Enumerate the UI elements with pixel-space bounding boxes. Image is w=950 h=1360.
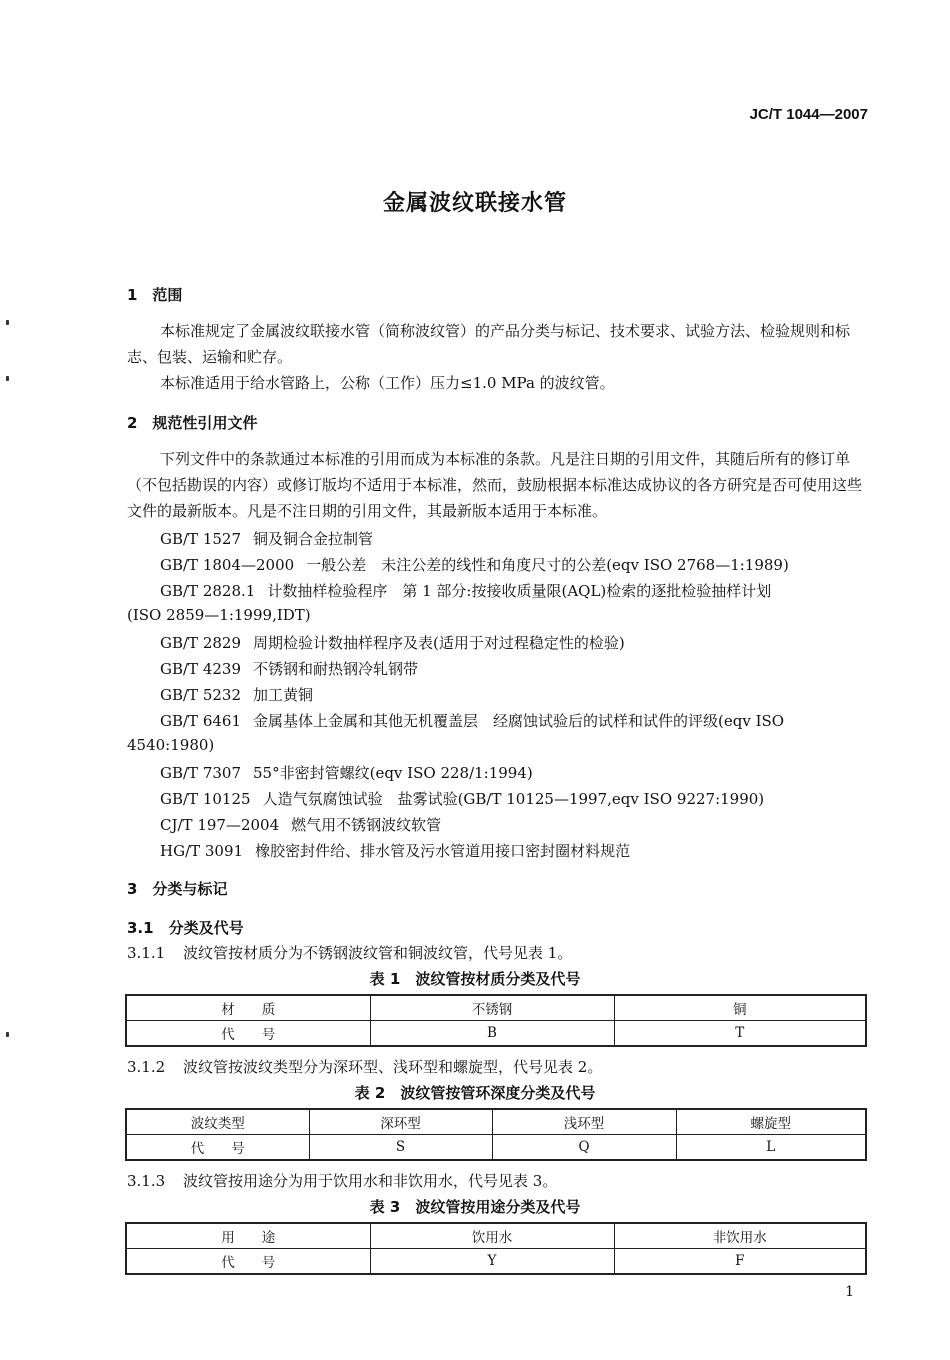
table-row — [126, 1135, 866, 1161]
table-cell: 饮用水 — [370, 1223, 614, 1249]
table-row — [126, 1109, 866, 1135]
table-cell: Y — [370, 1249, 614, 1275]
reference-item — [160, 528, 373, 549]
standard-code: JC/T 1044—2007 — [749, 106, 868, 123]
table-cell: 螺旋型 — [676, 1109, 866, 1135]
table-row — [126, 1249, 866, 1275]
section-1-paragraph-2: 本标准适用于给水管路上，公称（工作）压力≤1.0 MPa 的波纹管。 — [160, 374, 615, 392]
reference-code: CJ/T 197—2004 — [160, 816, 280, 834]
clause-number: 3.1.3 — [127, 1172, 166, 1190]
clause-number: 3.1.2 — [127, 1058, 166, 1076]
table-cell: S — [309, 1135, 492, 1161]
reference-item — [160, 788, 764, 809]
reference-item — [160, 658, 418, 679]
reference-code: GB/T 2829 — [160, 634, 242, 652]
reference-item — [160, 632, 625, 653]
table-row — [126, 1223, 866, 1249]
table-cell: 铜 — [614, 995, 866, 1021]
table-cell: 材 质 — [126, 995, 370, 1021]
table-cell: B — [370, 1021, 614, 1047]
reference-item — [160, 684, 313, 705]
reference-title: 一般公差 未注公差的线性和角度尺寸的公差(eqv ISO 2768—1:1989) — [306, 556, 789, 574]
reference-code: GB/T 4239 — [160, 660, 242, 678]
reference-continuation: (ISO 2859—1:1999,IDT) — [127, 606, 311, 624]
reference-title: 加工黄铜 — [253, 686, 314, 704]
clause-number: 3.1.1 — [127, 944, 166, 962]
section-3-heading: 3 分类与标记 — [127, 880, 228, 898]
reference-code: HG/T 3091 — [160, 842, 244, 860]
table-cell: L — [676, 1135, 866, 1161]
clause-text: 波纹管按波纹类型分为深环型、浅环型和螺旋型，代号见表 2。 — [183, 1058, 603, 1076]
table-2-caption: 表 2 波纹管按管环深度分类及代号 — [354, 1084, 596, 1102]
table-row — [126, 995, 866, 1021]
scan-speck — [6, 320, 9, 325]
table-cell: 深环型 — [309, 1109, 492, 1135]
reference-code: GB/T 1804—2000 — [160, 556, 295, 574]
section-2-intro: 下列文件中的条款通过本标准的引用而成为本标准的条款。凡是注日期的引用文件，其随后所有的修订单（不包括勘误的内容）或修订版均不适用于本标准，然而，鼓励根据本标准达成协议的各方研究是否可使用这些文件的最新版本。凡是不注日期的引用文件，其最新版本适用于本标准。 — [127, 450, 863, 520]
table-3-caption: 表 3 波纹管按用途分类及代号 — [369, 1198, 581, 1216]
reference-title: 周期检验计数抽样程序及表(适用于对过程稳定性的检验) — [253, 634, 625, 652]
reference-item — [160, 814, 441, 835]
scan-speck — [6, 1032, 9, 1037]
reference-title: 计数抽样检验程序 第 1 部分:按接收质量限(AQL)检索的逐批检验抽样计划 — [267, 582, 772, 600]
reference-title: 不锈钢和耐热钢冷轧钢带 — [253, 660, 419, 678]
page-number: 1 — [845, 1284, 854, 1300]
table-cell: 代 号 — [126, 1021, 370, 1047]
table-2 — [125, 1108, 867, 1161]
section-1-paragraph-1: 本标准规定了金属波纹联接水管（简称波纹管）的产品分类与标记、技术要求、试验方法、检验规则和标志、包装、运输和贮存。 — [127, 322, 851, 366]
reference-title: 55°非密封管螺纹(eqv ISO 228/1:1994) — [253, 764, 533, 782]
reference-item — [160, 762, 533, 783]
subsection-3-1-heading: 3.1 分类及代号 — [127, 919, 244, 937]
clause-3-1-1 — [127, 942, 572, 963]
table-cell: 非饮用水 — [614, 1223, 866, 1249]
reference-code: GB/T 6461 — [160, 712, 242, 730]
reference-item — [160, 580, 771, 601]
table-cell: 代 号 — [126, 1135, 309, 1161]
reference-code: GB/T 7307 — [160, 764, 242, 782]
table-cell: T — [614, 1021, 866, 1047]
reference-title: 金属基体上金属和其他无机覆盖层 经腐蚀试验后的试样和试件的评级(eqv ISO — [253, 712, 785, 730]
reference-title: 铜及铜合金拉制管 — [253, 530, 374, 548]
section-2-heading: 2 规范性引用文件 — [127, 414, 258, 432]
table-cell: 不锈钢 — [370, 995, 614, 1021]
table-1-caption: 表 1 波纹管按材质分类及代号 — [369, 970, 581, 988]
reference-code: GB/T 10125 — [160, 790, 251, 808]
table-3 — [125, 1222, 867, 1275]
clause-text: 波纹管按用途分为用于饮用水和非饮用水，代号见表 3。 — [183, 1172, 558, 1190]
table-cell: 波纹类型 — [126, 1109, 309, 1135]
table-cell: Q — [492, 1135, 676, 1161]
reference-item — [160, 710, 784, 731]
table-row — [126, 1021, 866, 1047]
reference-code: GB/T 5232 — [160, 686, 242, 704]
reference-title: 人造气氛腐蚀试验 盐雾试验(GB/T 10125—1997,eqv ISO 9227:1990) — [262, 790, 765, 808]
table-cell: 代 号 — [126, 1249, 370, 1275]
scan-speck — [6, 376, 9, 381]
reference-code: GB/T 2828.1 — [160, 582, 256, 600]
clause-3-1-2 — [127, 1056, 602, 1077]
clause-3-1-3 — [127, 1170, 557, 1191]
table-cell: F — [614, 1249, 866, 1275]
clause-text: 波纹管按材质分为不锈钢波纹管和铜波纹管，代号见表 1。 — [183, 944, 573, 962]
document-title: 金属波纹联接水管 — [382, 191, 567, 216]
reference-continuation: 4540:1980) — [127, 736, 215, 754]
reference-title: 橡胶密封件给、排水管及污水管道用接口密封圈材料规范 — [255, 842, 631, 860]
section-1-heading: 1 范围 — [127, 286, 183, 304]
table-1 — [125, 994, 867, 1047]
reference-code: GB/T 1527 — [160, 530, 242, 548]
table-cell: 用 途 — [126, 1223, 370, 1249]
table-cell: 浅环型 — [492, 1109, 676, 1135]
reference-title: 燃气用不锈钢波纹软管 — [291, 816, 442, 834]
reference-item — [160, 840, 630, 861]
reference-item — [160, 554, 789, 575]
